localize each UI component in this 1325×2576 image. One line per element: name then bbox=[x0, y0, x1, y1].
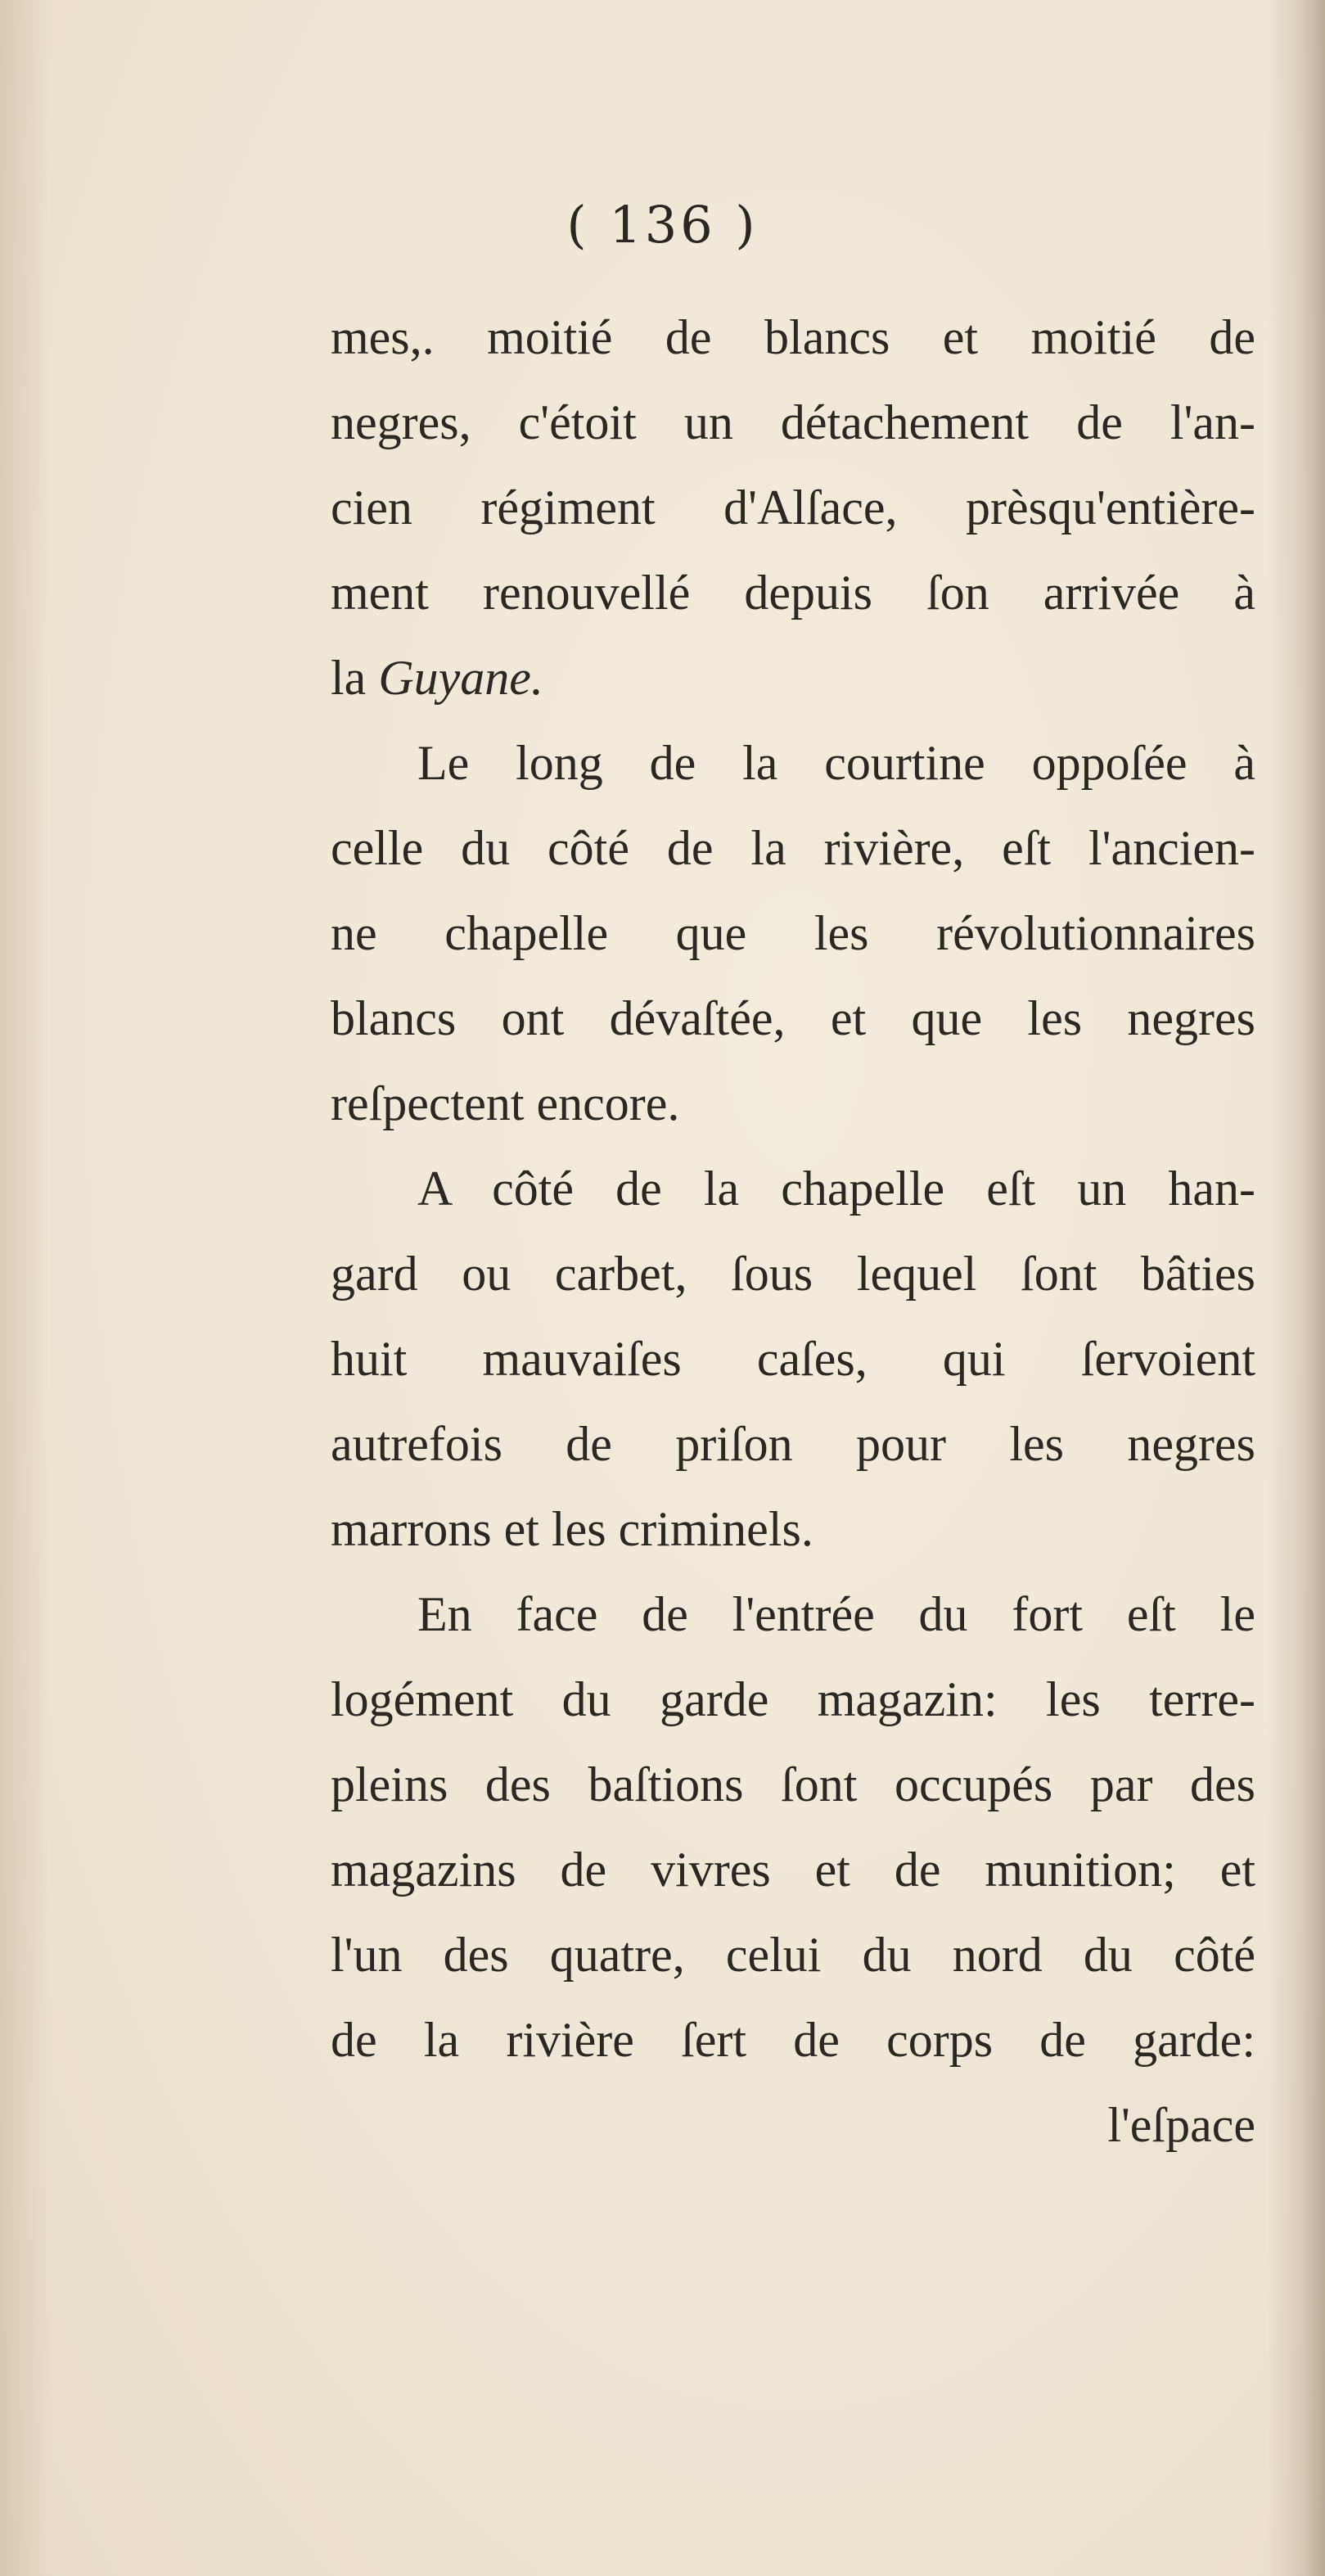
text-line: Le long de la courtine oppoſée à bbox=[417, 736, 1255, 790]
text-block bbox=[331, 295, 1255, 2168]
text-line bbox=[331, 635, 1255, 720]
text-line: gard ou carbet, ſous lequel ſont bâties bbox=[331, 1247, 1255, 1301]
text-line: mes,. moitié de blancs et moitié de bbox=[331, 310, 1255, 364]
text-line: huit mauvaiſes caſes, qui ſervoient bbox=[331, 1332, 1255, 1386]
italic-place-name: Guyane. bbox=[378, 651, 543, 705]
text-line: logément du garde magazin: les terre- bbox=[331, 1672, 1255, 1726]
paragraph-3 bbox=[331, 1146, 1255, 1572]
text-line: magazins de vivres et de munition; et bbox=[331, 1843, 1255, 1897]
text-line: l'un des quatre, celui du nord du côté bbox=[331, 1928, 1255, 1982]
page-number: ( 136 ) bbox=[566, 195, 759, 255]
paragraph-1 bbox=[331, 295, 1255, 720]
text-line: autrefois de priſon pour les negres bbox=[331, 1417, 1255, 1471]
catchword: l'eſpace bbox=[1107, 2098, 1255, 2152]
page-left-edge bbox=[0, 0, 49, 2576]
text-line: ment renouvellé depuis ſon arrivée à bbox=[331, 566, 1255, 620]
text-line: celle du côté de la rivière, eſt l'ancien- bbox=[331, 821, 1255, 875]
text-fragment: la bbox=[331, 651, 379, 705]
text-line: A côté de la chapelle eſt un han- bbox=[417, 1162, 1255, 1216]
paragraph-4 bbox=[331, 1572, 1255, 2082]
text-line: negres, c'étoit un détachement de l'an- bbox=[331, 395, 1255, 449]
text-line: En face de l'entrée du fort eſt le bbox=[417, 1587, 1255, 1641]
text-line: reſpectent encore. bbox=[331, 1076, 680, 1130]
text-line: de la rivière ſert de corps de garde: bbox=[331, 2013, 1255, 2067]
text-line: blancs ont dévaſtée, et que les negres bbox=[331, 991, 1255, 1045]
text-line: pleins des baſtions ſont occupés par des bbox=[331, 1757, 1255, 1811]
text-line: ne chapelle que les révolutionnaires bbox=[331, 906, 1255, 960]
paragraph-2 bbox=[331, 720, 1255, 1146]
gutter-shadow bbox=[1268, 0, 1325, 2576]
text-line: marrons et les criminels. bbox=[331, 1502, 813, 1556]
text-line: cien régiment d'Alſace, prèsqu'entière- bbox=[331, 480, 1255, 535]
